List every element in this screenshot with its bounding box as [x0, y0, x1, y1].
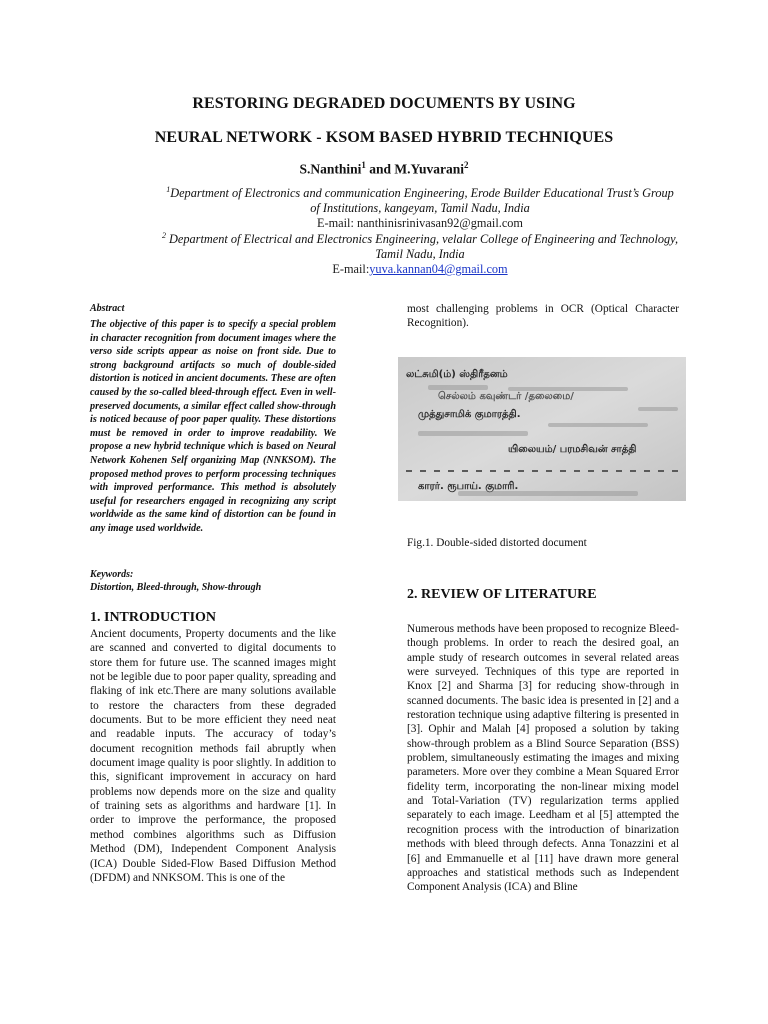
introduction-text: Ancient documents, Property documents and the like are scanned and converted to digital documents to store them for future use. The scanned images might not be legible due to poor paper quality, spreading and flaking of ink etc.There are many solutions available to restore the characters from these degraded documents. But to be more efficient they need neat and readable inputs. The accuracy of today’s document recognition methods fail abruptly when document image quality is poor slightly. In addition to this, significant improvement in accuracy on hard problems now depends more on the size and quality of training sets as algorithms and hardware [1]. In order to improve the performance, the proposed method combines algorithms such as Diffusion Method (DM), Independent Component Analysis (ICA) Double Sided-Flow Based Diffusion Method (DFDM) and NNKSOM. This is one of the	[90, 628, 336, 884]
affiliation-2-sup: 2	[161, 231, 166, 240]
continuation-text: most challenging problems in OCR (Optical Character Recognition).	[407, 303, 679, 330]
author-2-sup: 2	[464, 160, 469, 170]
keywords-text: Distortion, Bleed-through, Show-through	[90, 582, 262, 593]
author-1: S.Nanthini	[299, 161, 362, 177]
keywords-heading: Keywords:	[90, 569, 134, 580]
literature-text: Numerous methods have been proposed to recognize Bleed-though problems. In order to reach the desired goal, an ample study of research outcomes in several related areas were surveyed. Techniques of this type are reported in Knox [2] and Sharma [3] for reducing show-through in scanned documents. The basic idea is presented in [2] and a restoration technique using adaptive filtering is presented in [3]. Ophir and Malah [4] proposed a solution by taking show-through problem as a Blind Source Separation (BSS) problem, simultaneously estimating the images and mixing parameters. More over they combine a Mean Squared Error fidelity term, incorporating the non-linear mixing model and Total-Variation (TV) regularization terms applied separately to each image. Leedham et al [5] attempted the recognition process with the introduction of binarization methods with bleed through defects. Anna Tonazzini et al [6] and Emmanuelle et al [11] have drawn more general approaches and statistical methods such as Independent Component Analysis (ICA) and Bline	[407, 623, 679, 894]
affiliation-1-block	[160, 182, 680, 231]
email-2-link[interactable]: yuva.kannan04@gmail.com	[369, 262, 508, 277]
figure-line-5: காரர். ரூபாய். குமாரி.	[418, 481, 519, 492]
abstract-text: The objective of this paper is to specify a special problem in character recognition from document images where the verso side scripts appear as noise on front side. Due to strong background artifacts so much of double-sided distortion is noticed in ancient documents. These are often caused by the so-called bleed-through effect. Even in well-preserved documents, a similar effect called show-through is noticed because of poor paper quality. These distortions must be removed in order to improve readability. We propose a new hybrid technique which is based on Neural Network Kohenen Self organizing Map (NNKSOM). The proposed method proves to perform processing techniques with improved performance. This method is absolutely useful for researchers engaged in recognizing any script worldwide as the same kind of distortion can be found in any image used worldwide.	[90, 319, 336, 534]
scanned-document-image	[398, 357, 686, 501]
author-2: M.Yuvarani	[394, 161, 465, 177]
figure-line-1: லட்சுமி(ம்) ஸ்திரீதனம்	[406, 369, 508, 380]
paper-title-line-2: NEURAL NETWORK - KSOM BASED HYBRID TECHNIQUES	[154, 129, 614, 146]
figure-caption: Fig.1. Double-sided distorted document	[407, 537, 587, 549]
abstract-heading: Abstract	[90, 303, 125, 314]
email-2-label: E-mail:	[332, 262, 370, 277]
figure-line-2: செல்லம் கவுண்டர் /தலைமை/	[438, 391, 574, 402]
affiliation-1: Department of Electronics and communication Engineering, Erode Builder Educational Trust’s Group of Institutions, kangeyam, Tamil Nadu, India	[170, 186, 674, 216]
author-1-sup: 1	[361, 160, 366, 170]
affiliation-2: Department of Electrical and Electronics Engineering, velalar College of Engineering and Technology, Tamil Nadu, India	[165, 232, 679, 262]
figure-line-3: முத்துசாமிக் குமாரத்தி.	[418, 409, 521, 420]
figure-distorted-document	[398, 357, 686, 501]
affiliation-2-block	[160, 228, 680, 277]
literature-heading: 2. REVIEW OF LITERATURE	[407, 587, 597, 602]
authors	[0, 160, 768, 178]
email-1: E-mail: nanthinisrinivasan92@gmail.com	[317, 216, 523, 231]
paper-title-line-1: RESTORING DEGRADED DOCUMENTS BY USING	[192, 95, 576, 112]
author-joiner: and	[365, 161, 395, 177]
affiliation-1-sup: 1	[166, 185, 171, 194]
introduction-heading: 1. INTRODUCTION	[90, 610, 217, 625]
figure-line-4: யிலையம்/ பரமசிவன் சாத்தி	[508, 444, 637, 455]
